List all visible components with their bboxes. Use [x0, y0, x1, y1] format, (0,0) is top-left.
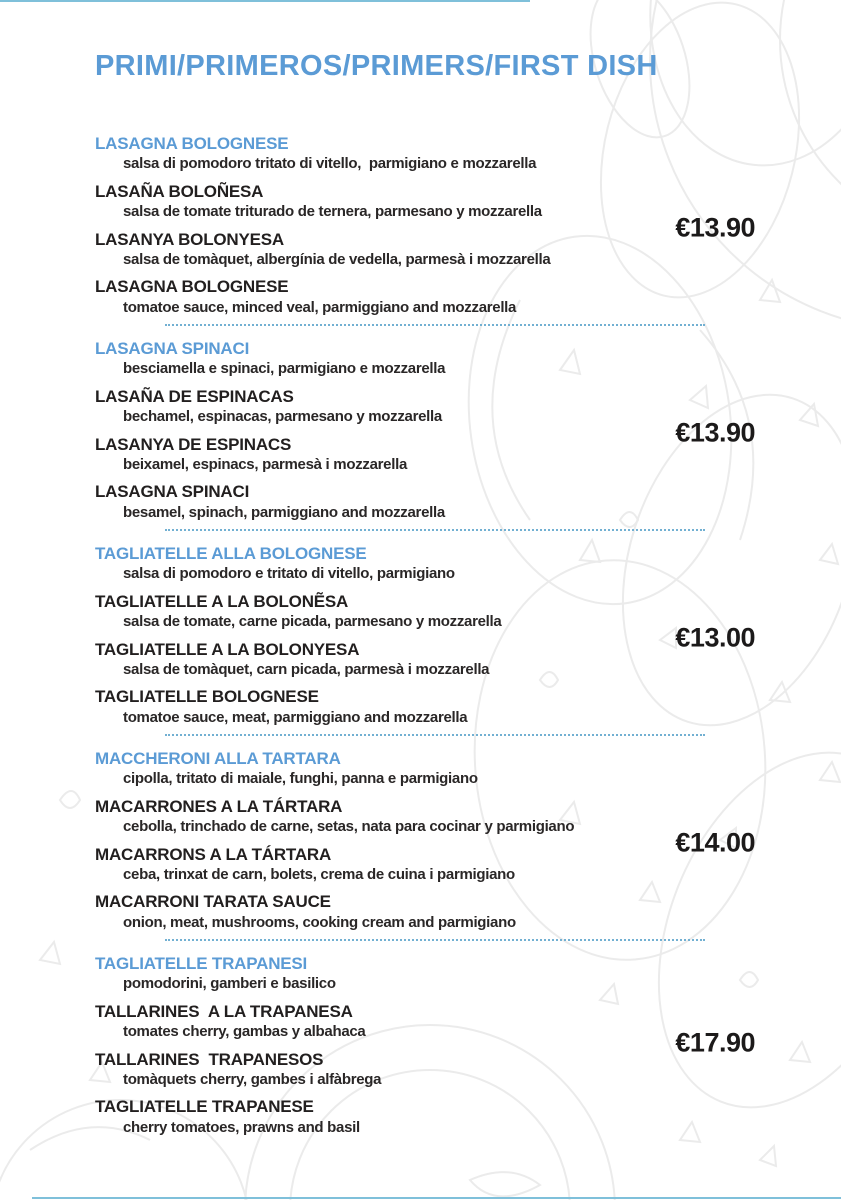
dish-description: onion, meat, mushrooms, cooking cream and parmigiano	[123, 913, 516, 931]
dish-name: MACARRONI TARATA SAUCE	[95, 892, 331, 912]
menu-item	[95, 181, 755, 222]
menu-item	[95, 891, 755, 932]
page-edge-line-bottom	[32, 1197, 841, 1199]
dish-name: MACARRONS A LA TÁRTARA	[95, 844, 332, 864]
dish-description: tomatoe sauce, meat, parmiggiano and mozzarella	[123, 708, 468, 726]
menu-item	[95, 276, 755, 317]
dish-description: cipolla, tritato di maiale, funghi, panna e parmigiano	[123, 770, 478, 788]
menu-section	[95, 543, 755, 736]
dish-description: salsa di pomodoro tritato di vitello, parmigiano e mozzarella	[123, 155, 537, 173]
dish-description: salsa di pomodoro e tritato di vitello, parmigiano	[123, 565, 455, 583]
dish-name: TAGLIATELLE A LA BOLONẼSA	[95, 591, 349, 611]
dish-name: TAGLIATELLE BOLOGNESE	[95, 687, 319, 707]
dish-name: MACARRONES A LA TÁRTARA	[95, 796, 343, 816]
menu-item	[95, 1001, 755, 1042]
dish-description: cherry tomatoes, prawns and basil	[123, 1118, 360, 1136]
menu-item	[95, 1049, 755, 1090]
dish-name: LASAÑA BOLOÑESA	[95, 181, 264, 201]
dotted-divider	[165, 529, 705, 531]
menu-item	[95, 229, 755, 270]
dish-description: tomates cherry, gambas y albahaca	[123, 1023, 366, 1040]
dish-description: pomodorini, gamberi e basilico	[123, 975, 336, 993]
price: €14.00	[675, 827, 755, 858]
price: €13.00	[675, 622, 755, 653]
dish-description: salsa de tomate triturado de ternera, parmesano y mozzarella	[123, 203, 542, 220]
menu-item	[95, 953, 755, 994]
dish-name: LASAÑA DE ESPINACAS	[95, 386, 294, 406]
menu-item	[95, 481, 755, 522]
price: €17.90	[675, 1027, 755, 1058]
dish-name: TAGLIATELLE TRAPANESI	[95, 954, 308, 973]
dotted-divider	[165, 324, 705, 326]
dish-name: TAGLIATELLE TRAPANESE	[95, 1097, 314, 1117]
menu-item	[95, 434, 755, 475]
menu-item	[95, 591, 755, 632]
dish-description: besamel, spinach, parmiggiano and mozzarella	[123, 503, 445, 521]
page-title: PRIMI/PRIMEROS/PRIMERS/FIRST DISH	[95, 50, 658, 82]
menu-item	[95, 386, 755, 427]
menu-content	[95, 50, 755, 1144]
menu-item	[95, 686, 755, 727]
menu-item	[95, 1096, 755, 1137]
menu-item	[95, 133, 755, 174]
dish-description: tomàquets cherry, gambes i alfàbrega	[123, 1070, 382, 1088]
dish-name: LASAGNA BOLOGNESE	[95, 277, 289, 297]
dish-description: besciamella e spinaci, parmigiano e mozzarella	[123, 360, 446, 378]
menu-item	[95, 338, 755, 379]
dish-name: TAGLIATELLE A LA BOLONYESA	[95, 639, 360, 659]
dish-name: LASAGNA BOLOGNESE	[95, 134, 289, 153]
dish-name: LASAGNA SPINACI	[95, 339, 250, 358]
dish-description: salsa de tomàquet, albergínia de vedella, parmesà i mozzarella	[123, 250, 551, 268]
dish-name: TAGLIATELLE ALLA BOLOGNESE	[95, 544, 367, 563]
dish-description: salsa de tomàquet, carn picada, parmesà i mozzarella	[123, 660, 490, 678]
menu-section	[95, 748, 755, 941]
menu-section	[95, 953, 755, 1137]
dish-description: cebolla, trinchado de carne, setas, nata para cocinar y parmigiano	[123, 818, 575, 835]
price: €13.90	[675, 417, 755, 448]
dish-name: LASANYA BOLONYESA	[95, 229, 284, 249]
dotted-divider	[165, 939, 705, 941]
dish-description: beixamel, espinacs, parmesà i mozzarella	[123, 455, 407, 473]
menu-sections	[95, 133, 755, 1137]
dish-name: LASAGNA SPINACI	[95, 482, 250, 502]
dish-description: salsa de tomate, carne picada, parmesano y mozzarella	[123, 613, 502, 630]
dish-description: bechamel, espinacas, parmesano y mozzarella	[123, 408, 442, 425]
menu-item	[95, 844, 755, 885]
dotted-divider	[165, 734, 705, 736]
dish-description: ceba, trinxat de carn, bolets, crema de cuina i parmigiano	[123, 865, 515, 883]
menu-item	[95, 639, 755, 680]
menu-item	[95, 796, 755, 837]
menu-item	[95, 748, 755, 789]
dish-name: TALLARINES TRAPANESOS	[95, 1049, 324, 1069]
price: €13.90	[675, 212, 755, 243]
dish-description: tomatoe sauce, minced veal, parmiggiano and mozzarella	[123, 298, 517, 316]
dish-name: MACCHERONI ALLA TARTARA	[95, 749, 341, 768]
menu-item	[95, 543, 755, 584]
menu-section	[95, 133, 755, 326]
menu-section	[95, 338, 755, 531]
page-edge-line-top	[0, 0, 530, 2]
dish-name: TALLARINES A LA TRAPANESA	[95, 1001, 353, 1021]
dish-name: LASANYA DE ESPINACS	[95, 434, 292, 454]
